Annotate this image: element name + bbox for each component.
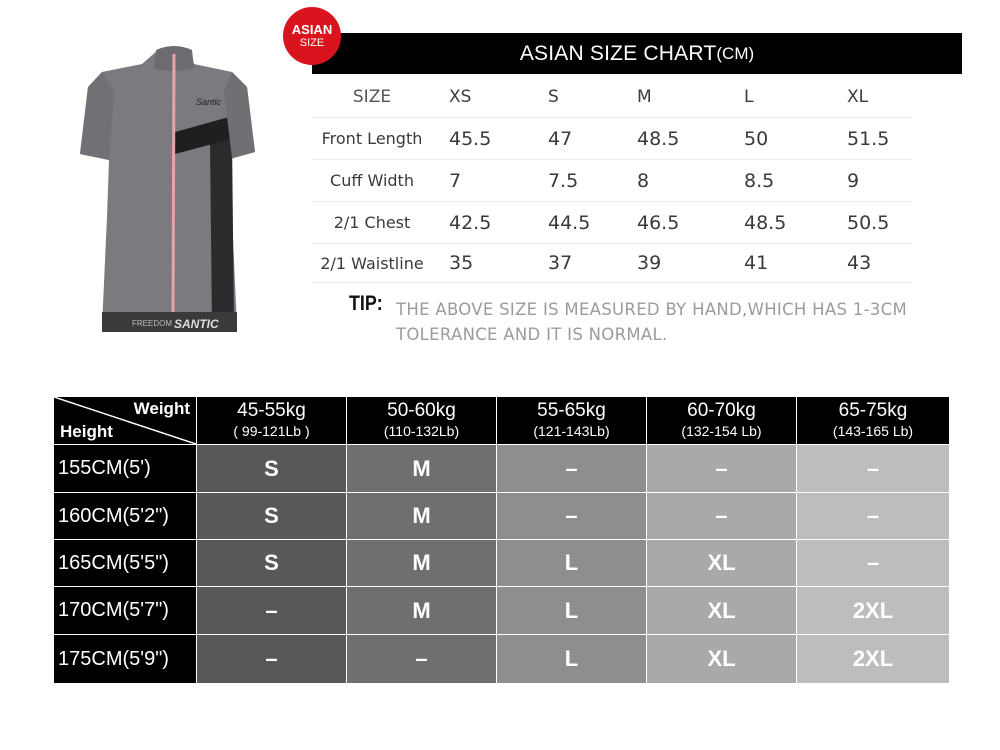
corner-weight-label: Weight <box>133 399 190 418</box>
weight-header-1 <box>197 397 346 444</box>
height-row-label: 160CM(5'2") <box>54 493 196 539</box>
weight-lb-label: (143-165 Lb) <box>832 422 914 439</box>
size-chart-unit: (CM) <box>716 43 755 63</box>
asian-size-badge <box>283 7 341 65</box>
weight-lb-label: ( 99-121Lb ) <box>233 422 310 439</box>
size-cell: – <box>197 587 346 634</box>
table-cell: 51.5 <box>847 127 890 150</box>
grid-corner-cell <box>54 397 196 444</box>
size-cell: S <box>197 540 346 586</box>
jersey-hem-brand: SANTIC <box>174 317 219 331</box>
size-cell: – <box>797 540 949 586</box>
measurement-row-cuff-width <box>312 160 912 202</box>
table-cell: 42.5 <box>449 211 492 234</box>
badge-line1: ASIAN <box>291 21 333 37</box>
size-cell: M <box>347 493 496 539</box>
weight-kg-label: 65-75kg <box>838 399 908 421</box>
size-cell: – <box>497 445 646 492</box>
row-label: Cuff Width <box>330 171 414 190</box>
size-cell: XL <box>647 587 796 634</box>
table-cell: 48.5 <box>744 211 787 234</box>
badge-line2: SIZE <box>299 36 325 49</box>
size-header-s: S <box>548 86 559 107</box>
size-header-l: L <box>744 86 754 107</box>
table-cell: 9 <box>847 169 860 192</box>
size-cell: – <box>797 493 949 539</box>
table-cell: 7 <box>449 169 462 192</box>
row-label: 2/1 Chest <box>333 213 411 232</box>
height-row-label: 155CM(5') <box>54 445 196 492</box>
table-cell: 45.5 <box>449 127 492 150</box>
table-cell: 8 <box>637 169 650 192</box>
measurement-row-front-length <box>312 118 912 160</box>
table-cell: 46.5 <box>637 211 680 234</box>
size-cell: – <box>497 493 646 539</box>
weight-height-size-grid <box>54 397 949 683</box>
size-cell: – <box>797 445 949 492</box>
table-cell: 47 <box>548 127 573 150</box>
size-cell: – <box>647 493 796 539</box>
size-cell: L <box>497 540 646 586</box>
size-cell: – <box>647 445 796 492</box>
measurement-header-row <box>312 76 912 118</box>
measurement-row-chest <box>312 202 912 244</box>
size-cell: L <box>497 635 646 683</box>
table-cell: 35 <box>449 252 474 274</box>
size-chart-title-bar <box>312 33 962 74</box>
table-cell: 50 <box>744 127 769 150</box>
weight-header-4 <box>647 397 796 444</box>
size-cell: S <box>197 493 346 539</box>
size-chart-title: ASIAN SIZE CHART <box>519 41 717 65</box>
jersey-image <box>72 42 262 337</box>
tip-label: TIP: <box>349 292 383 315</box>
size-cell: 2XL <box>797 587 949 634</box>
table-cell: 8.5 <box>744 169 775 192</box>
jersey-brand-chest: Santic <box>196 97 222 107</box>
table-cell: 39 <box>637 252 662 274</box>
table-cell: 48.5 <box>637 127 680 150</box>
weight-header-2 <box>347 397 496 444</box>
size-cell: – <box>347 635 496 683</box>
weight-lb-label: (132-154 Lb) <box>681 422 762 439</box>
weight-lb-label: (110-132Lb) <box>383 422 460 439</box>
size-cell: M <box>347 445 496 492</box>
size-cell: XL <box>647 635 796 683</box>
weight-kg-label: 50-60kg <box>387 399 456 421</box>
weight-kg-label: 60-70kg <box>687 399 756 421</box>
size-cell: S <box>197 445 346 492</box>
height-row-label: 170CM(5'7") <box>54 587 196 634</box>
size-cell: M <box>347 587 496 634</box>
tip-line1: THE ABOVE SIZE IS MEASURED BY HAND,WHICH HAS 1-3CM <box>396 300 907 319</box>
table-cell: 44.5 <box>548 211 591 234</box>
height-row-label: 175CM(5'9") <box>54 635 196 683</box>
tip-line2: TOLERANCE AND IT IS NORMAL. <box>396 325 668 344</box>
size-cell: M <box>347 540 496 586</box>
table-cell: 41 <box>744 252 769 274</box>
weight-header-5 <box>797 397 949 444</box>
weight-kg-label: 45-55kg <box>237 399 306 421</box>
weight-kg-label: 55-65kg <box>537 399 606 421</box>
size-header-m: M <box>637 86 652 107</box>
height-row-label: 165CM(5'5") <box>54 540 196 586</box>
size-cell: L <box>497 587 646 634</box>
tip-text <box>396 297 956 347</box>
size-header-label: SIZE <box>352 86 392 107</box>
size-cell: 2XL <box>797 635 949 683</box>
size-cell: XL <box>647 540 796 586</box>
row-label: Front Length <box>321 129 423 148</box>
size-header-xs: XS <box>449 86 472 107</box>
table-cell: 43 <box>847 252 872 274</box>
table-cell: 7.5 <box>548 169 579 192</box>
row-label: 2/1 Waistline <box>320 253 424 273</box>
corner-height-label: Height <box>60 422 113 441</box>
measurement-row-waistline <box>312 244 912 283</box>
measurement-table <box>312 76 912 283</box>
table-cell: 50.5 <box>847 211 890 234</box>
table-cell: 37 <box>548 252 573 274</box>
jersey-hem-text: FREEDOM <box>132 319 172 328</box>
size-header-xl: XL <box>847 86 869 107</box>
weight-lb-label: (121-143Lb) <box>533 422 610 439</box>
weight-header-3 <box>497 397 646 444</box>
size-cell: – <box>197 635 346 683</box>
